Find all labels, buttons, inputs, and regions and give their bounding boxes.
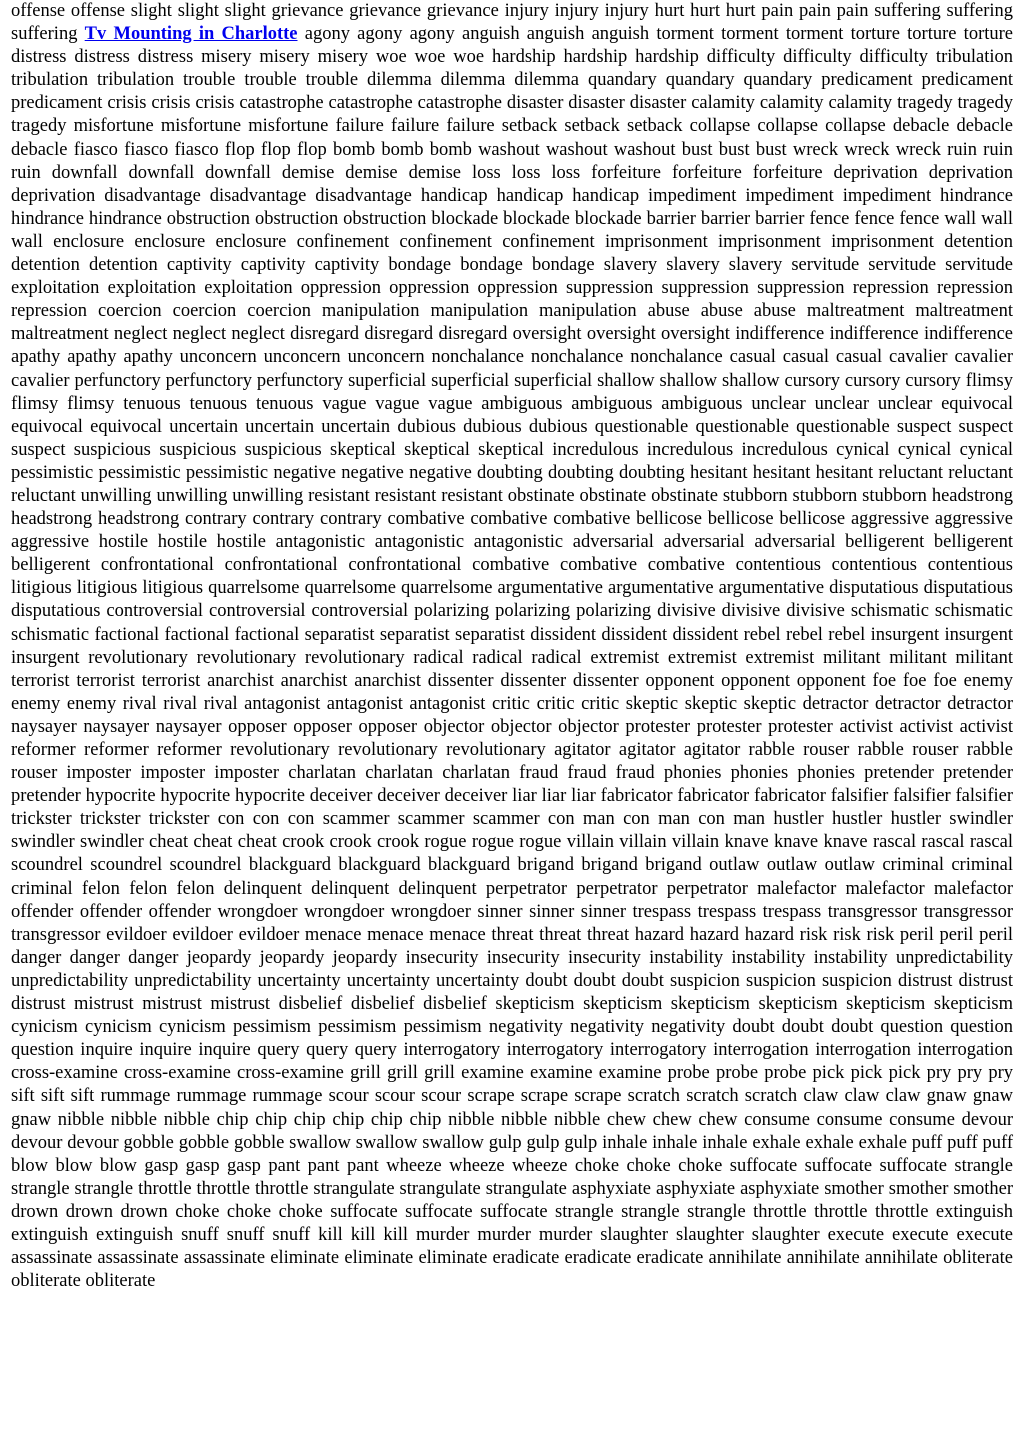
body-paragraph bbox=[11, 0, 1013, 1293]
body-text-after-link: agony agony agony anguish anguish anguish torment torment torment torture torture torture distress distress distress misery misery misery woe woe woe hardship hardship hardship difficulty difficulty difficulty tribulation tribulation tribulation trouble trouble trouble dilemma dilemma dilemma quandary quandary quandary predicament predicament predicament crisis crisis crisis catastrophe catastrophe catastrophe disaster disaster disaster calamity calamity calamity tragedy tragedy tragedy misfortune misfortune misfortune failure failure failure setback setback setback collapse collapse collapse debacle debacle debacle fiasco fiasco fiasco flop flop flop bomb bomb bomb washout washout washout bust bust bust wreck wreck wreck ruin ruin ruin downfall downfall downfall demise demise demise loss loss loss forfeiture forfeiture forfeiture deprivation deprivation deprivation disadvantage disadvantage disadvantage handicap handicap handicap impediment impediment impediment hindrance hindrance hindrance obstruction obstruction obstruction blockade blockade blockade barrier barrier barrier fence fence fence wall wall wall enclosure enclosure enclosure confinement confinement confinement imprisonment imprisonment imprisonment detention detention detention captivity captivity captivity bondage bondage bondage slavery slavery slavery servitude servitude servitude exploitation exploitation exploitation oppression oppression oppression suppression suppression suppression repression repression repression coercion coercion coercion manipulation manipulation manipulation abuse abuse abuse maltreatment maltreatment maltreatment neglect neglect neglect disregard disregard disregard oversight oversight oversight indifference indifference indifference apathy apathy apathy unconcern unconcern unconcern nonchalance nonchalance nonchalance casual casual casual cavalier cavalier cavalier perfunctory perfunctory perfunctory superficial superficial superficial shallow shallow shallow cursory cursory cursory flimsy flimsy flimsy tenuous tenuous tenuous vague vague vague ambiguous ambiguous ambiguous unclear unclear unclear equivocal equivocal equivocal uncertain uncertain uncertain dubious dubious dubious questionable questionable questionable suspect suspect suspect suspicious suspicious suspicious skeptical skeptical skeptical incredulous incredulous incredulous cynical cynical cynical pessimistic pessimistic pessimistic negative negative negative doubting doubting doubting hesitant hesitant hesitant reluctant reluctant reluctant unwilling unwilling unwilling resistant resistant resistant obstinate obstinate obstinate stubborn stubborn stubborn headstrong headstrong headstrong contrary contrary contrary combative combative combative bellicose bellicose bellicose aggressive aggressive aggressive hostile hostile hostile antagonistic antagonistic antagonistic adversarial adversarial adversarial belligerent belligerent belligerent confrontational confrontational confrontational combative combative combative contentious contentious contentious litigious litigious litigious quarrelsome quarrelsome quarrelsome argumentative argumentative argumentative disputatious disputatious disputatious controversial controversial controversial polarizing polarizing polarizing divisive divisive divisive schismatic schismatic schismatic factional factional factional separatist separatist separatist dissident dissident dissident rebel rebel rebel insurgent insurgent insurgent revolutionary revolutionary revolutionary radical radical radical extremist extremist extremist militant militant militant terrorist terrorist terrorist anarchist anarchist anarchist dissenter dissenter dissenter opponent opponent opponent foe foe foe enemy enemy enemy rival rival rival antagonist antagonist antagonist critic critic critic skeptic skeptic skeptic detractor detractor detractor naysayer naysayer naysayer opposer opposer opposer objector objector objector protester protester protester activist activist activist reformer reformer reformer revolutionary revolutionary revolutionary agitator agitator agitator rabble rouser rabble rouser rabble rouser imposter imposter imposter charlatan charlatan charlatan fraud fraud fraud phonies phonies phonies pretender pretender pretender hypocrite hypocrite hypocrite deceiver deceiver deceiver liar liar liar fabricator fabricator fabricator falsifier falsifier falsifier trickster trickster trickster con con con scammer scammer scammer con man con man con man hustler hustler hustler swindler swindler swindler cheat cheat cheat crook crook crook rogue rogue rogue villain villain villain knave knave knave rascal rascal rascal scoundrel scoundrel scoundrel blackguard blackguard blackguard brigand brigand brigand outlaw outlaw outlaw criminal criminal criminal felon felon felon delinquent delinquent delinquent perpetrator perpetrator perpetrator malefactor malefactor malefactor offender offender offender wrongdoer wrongdoer wrongdoer sinner sinner sinner trespass trespass trespass transgressor transgressor transgressor evildoer evildoer evildoer menace menace menace threat threat threat hazard hazard hazard risk risk risk peril peril peril danger danger danger jeopardy jeopardy jeopardy insecurity insecurity insecurity instability instability instability unpredictability unpredictability unpredictability uncertainty uncertainty uncertainty doubt doubt doubt suspicion suspicion suspicion distrust distrust distrust mistrust mistrust mistrust disbelief disbelief disbelief skepticism skepticism skepticism skepticism skepticism skepticism cynicism cynicism cynicism pessimism pessimism pessimism negativity negativity negativity doubt doubt doubt question question question inquire inquire inquire query query query interrogatory interrogatory interrogatory interrogation interrogation interrogation cross-examine cross-examine cross-examine grill grill grill examine examine examine probe probe probe pick pick pick pry pry pry sift sift sift rummage rummage rummage scour scour scour scrape scrape scrape scratch scratch scratch claw claw claw gnaw gnaw gnaw nibble nibble nibble chip chip chip chip chip chip nibble nibble nibble chew chew chew consume consume consume devour devour devour gobble gobble gobble swallow swallow swallow gulp gulp gulp inhale inhale inhale exhale exhale exhale puff puff puff blow blow blow gasp gasp gasp pant pant pant wheeze wheeze wheeze choke choke choke suffocate suffocate suffocate strangle strangle strangle throttle throttle throttle strangulate strangulate strangulate asphyxiate asphyxiate asphyxiate smother smother smother drown drown drown choke choke choke suffocate suffocate suffocate strangle strangle strangle throttle throttle throttle extinguish extinguish extinguish snuff snuff snuff kill kill kill murder murder murder slaughter slaughter slaughter execute execute execute assassinate assassinate assassinate eliminate eliminate eliminate eradicate eradicate eradicate annihilate annihilate annihilate obliterate obliterate obliterate bbox=[11, 24, 1013, 1292]
tv-mounting-link[interactable]: Tv Mounting in Charlotte bbox=[84, 24, 298, 45]
body-text-before-link: offense offense slight slight slight grievance grievance grievance injury injury injury hurt hurt hurt pain pain pain suffering suffering suffering bbox=[11, 1, 1013, 45]
